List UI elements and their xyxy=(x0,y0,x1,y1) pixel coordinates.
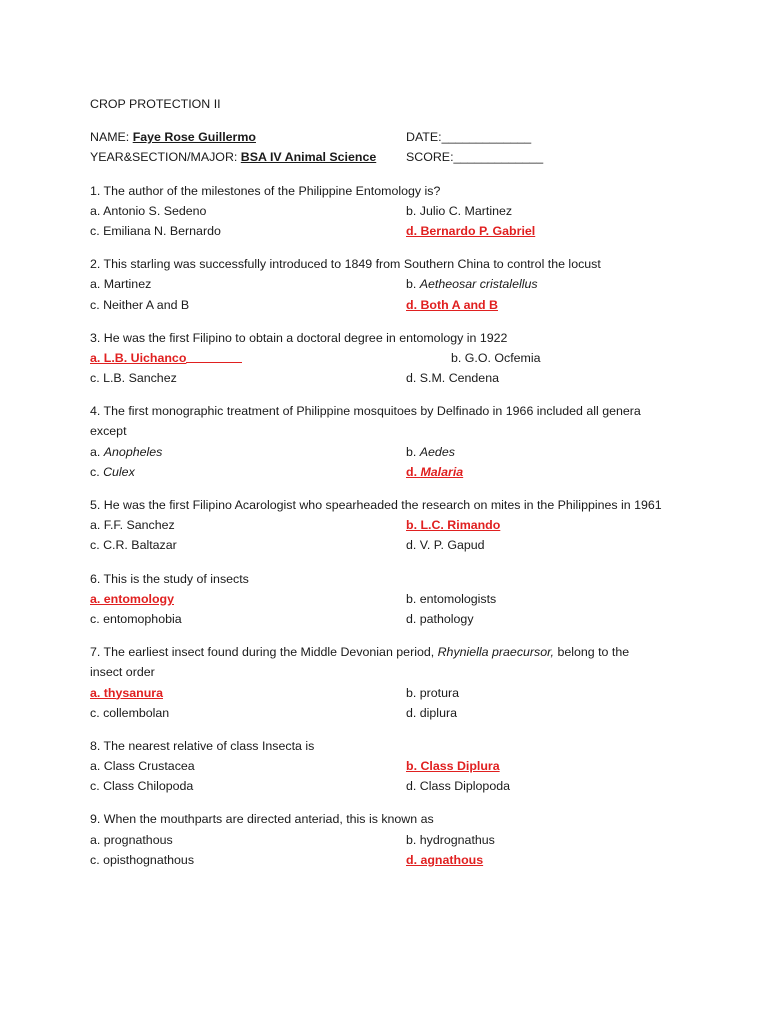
option-c: c. Neither A and B xyxy=(90,297,190,312)
name-value: Faye Rose Guillermo xyxy=(132,130,256,145)
option-d-answer: d. Malaria xyxy=(406,464,464,479)
option-d-answer: d. agnathous xyxy=(406,852,484,867)
question-text: 9. When the mouthparts are directed anteriad, this is known as xyxy=(90,812,434,827)
option-a: a. Martinez xyxy=(90,277,152,292)
option-c: c. entomophobia xyxy=(90,611,182,626)
option-c: c. Emiliana N. Bernardo xyxy=(90,223,221,238)
option-b: b. G.O. Ocfemia xyxy=(451,350,541,365)
option-a: a. Class Crustacea xyxy=(90,759,195,774)
question-text: 5. He was the first Filipino Acarologist who spearheaded the research on mites in the Philippines in 1961 xyxy=(90,498,662,512)
option-d: d. S.M. Cendena xyxy=(406,371,499,386)
question-1 xyxy=(90,181,690,242)
option-c: c. L.B. Sanchez xyxy=(90,371,177,386)
name-label: NAME: xyxy=(90,130,130,145)
option-b: b. Aetheosar cristalellus xyxy=(406,277,538,292)
option-d: d. pathology xyxy=(406,611,474,626)
option-d: d. diplura xyxy=(406,705,457,720)
quiz-document xyxy=(90,94,690,870)
year-section-row xyxy=(90,147,690,167)
option-a-answer: a. entomology xyxy=(90,591,174,606)
option-a: a. prognathous xyxy=(90,832,173,847)
option-c: c. Class Chilopoda xyxy=(90,779,194,794)
question-text: 4. The first monographic treatment of Philippine mosquitoes by Delfinado in 1966 included all genera xyxy=(90,404,641,419)
name-row xyxy=(90,127,690,147)
year-section-label: YEAR&SECTION/MAJOR: xyxy=(90,150,238,165)
option-d: d. V. P. Gapud xyxy=(406,538,485,553)
question-text-cont: insect order xyxy=(90,665,155,680)
date-field: DATE:_____________ xyxy=(406,130,532,145)
option-d-answer: d. Bernardo P. Gabriel xyxy=(406,223,536,238)
option-b-answer: b. L.C. Rimando xyxy=(406,518,501,533)
question-text: 6. This is the study of insects xyxy=(90,571,249,586)
question-9 xyxy=(90,809,690,870)
question-text-cont: except xyxy=(90,424,127,439)
option-b: b. entomologists xyxy=(406,591,497,606)
question-4 xyxy=(90,401,690,482)
option-d: d. Class Diplopoda xyxy=(406,779,511,794)
question-text: 3. He was the first Filipino to obtain a doctoral degree in entomology in 1922 xyxy=(90,330,508,345)
option-c: c. Culex xyxy=(90,464,135,479)
option-b: b. hydrognathus xyxy=(406,832,495,847)
document-title: CROP PROTECTION II xyxy=(90,97,221,111)
option-a: a. Antonio S. Sedeno xyxy=(90,203,207,218)
question-8 xyxy=(90,736,690,797)
option-b-answer: b. Class Diplura xyxy=(406,759,500,774)
option-c: c. C.R. Baltazar xyxy=(90,538,177,553)
question-text: 1. The author of the milestones of the Philippine Entomology is? xyxy=(90,183,441,198)
question-text: 7. The earliest insect found during the Middle Devonian period, Rhyniella praecursor, belong to the xyxy=(90,645,630,660)
option-d-answer: d. Both A and B xyxy=(406,297,498,312)
option-a-answer: a. thysanura xyxy=(90,685,163,700)
option-b: b. Aedes xyxy=(406,444,455,459)
question-text: 2. This starling was successfully introduced to 1849 from Southern China to control the locust xyxy=(90,257,601,272)
question-text: 8. The nearest relative of class Insecta is xyxy=(90,738,315,753)
question-2 xyxy=(90,254,690,315)
option-b: b. protura xyxy=(406,685,460,700)
question-7 xyxy=(90,642,690,723)
score-field: SCORE:_____________ xyxy=(406,150,544,165)
question-5 xyxy=(90,495,690,556)
option-c: c. opisthognathous xyxy=(90,852,195,867)
question-6 xyxy=(90,569,690,630)
year-section-value: BSA IV Animal Science xyxy=(240,150,377,165)
option-c: c. collembolan xyxy=(90,705,170,720)
option-b: b. Julio C. Martinez xyxy=(406,203,513,218)
option-a: a. F.F. Sanchez xyxy=(90,518,175,533)
question-3 xyxy=(90,328,690,389)
option-a: a. Anopheles xyxy=(90,444,163,459)
option-a-answer: a. L.B. Uichanco xyxy=(90,348,242,368)
